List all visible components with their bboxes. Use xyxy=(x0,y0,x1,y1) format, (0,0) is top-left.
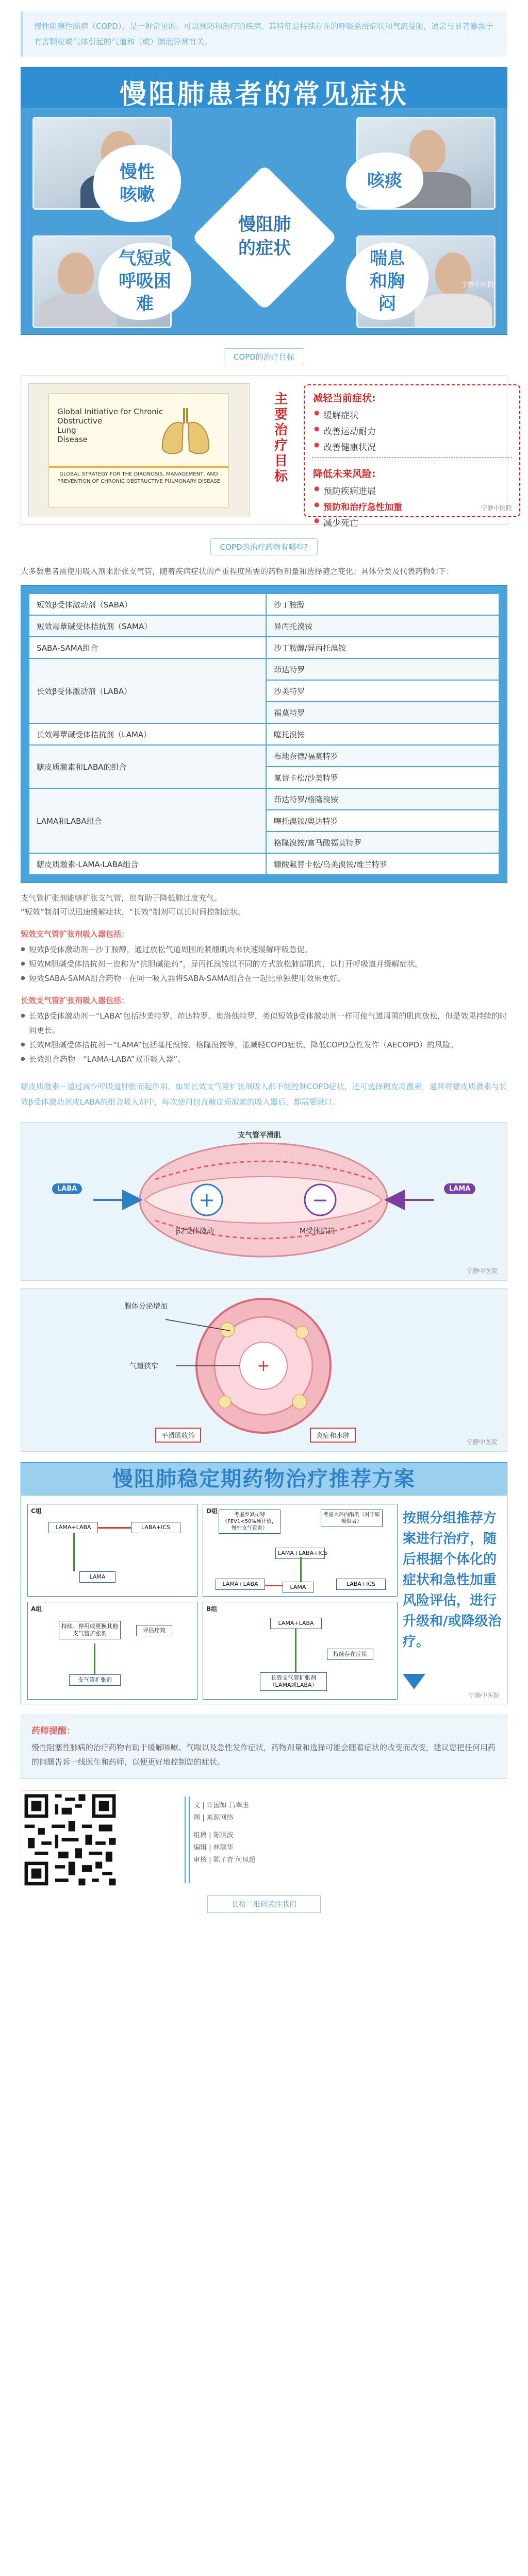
drug-class-cell: 糖皮质激素-LAMA-LABA组合 xyxy=(29,853,266,875)
flow-node: 考虑大环内酯类（对于原吸烟者） xyxy=(321,1510,383,1527)
beta2-label: β2受体激动 xyxy=(176,1227,214,1235)
group-a-quadrant: A组 持续、停用或更换其他支气管扩张剂 评估疗效 支气管扩张剂 xyxy=(27,1602,197,1700)
drug-name-cell: 沙美特罗 xyxy=(266,680,499,702)
gold-vertical-label: 主要治疗目标 xyxy=(274,392,288,484)
steroid-note: 糖皮质激素－通过减少呼吸道肿胀而起作用。如果长效支气管扩张剂吸入都不能控制COPD症状，还可选择糖皮质激素，通常将糖皮质激素与长效β受体激动剂或LABA的组合吸入剂中，每次使用包含糖皮质激素的吸入器后，都需要漱口。 xyxy=(21,1082,507,1107)
airway-cross-section xyxy=(21,1289,507,1452)
table-row xyxy=(29,637,499,658)
gold-panel xyxy=(21,376,512,529)
short-acting-head: 短效支气管扩张剂吸入器包括： xyxy=(21,929,129,939)
drug-name-cell: 福莫特罗 xyxy=(266,702,499,723)
gland-secretion-label: 腺体分泌增加 xyxy=(124,1302,168,1311)
svg-text:+: + xyxy=(257,1357,270,1375)
drug-lead: 大多数患者需使用吸入剂来舒张支气管，随着疾病症状的严重程度所需的药物剂量和选择随之变化；具体分类及代表药物如下： xyxy=(21,567,454,576)
group-d-quadrant: D组 考虑罗氟司特（FEV1<50%预计值，慢性支气管炎） 考虑大环内酯类（对于原吸烟者） LAMA+LABA+ICS LAMA+LABA LABA+ICS LAMA xyxy=(203,1504,398,1597)
gold-report-cover: Global Initiative for Chronic Obstructive Lung Disease GLOBAL STRATEGY FOR THE DIAGNOSIS, MANAGEMENT, AND PREVENTION OF CHRONIC OBSTRUCTIVE PULMONARY DISEASE xyxy=(48,393,229,507)
drug-name-cell: 噻托溴铵 xyxy=(266,723,499,745)
diag2-watermark: 宁静中医院 xyxy=(466,1438,498,1446)
drug-class-cell: SABA-SAMA组合 xyxy=(29,637,266,658)
list-item: ● 短效M胆碱受体拮抗剂－也称为“抗胆碱能药”，异丙托溴铵以不同的方式放松肺部肌肉，以打开呼吸道并缓解症状。 xyxy=(21,957,507,971)
flow-node: LABA+ICS xyxy=(131,1522,180,1533)
bronchodilator-diagram xyxy=(21,1122,507,1281)
drug-class-cell: 糖皮质激素和LABA的组合 xyxy=(29,745,266,788)
drug-class-cell: 长效β受体激动剂（LABA） xyxy=(29,658,266,723)
drug-name-cell: 沙丁胺醇/异丙托溴铵 xyxy=(266,637,499,658)
drug-class-cell: 短效毒蕈碱受体拮抗剂（SAMA） xyxy=(29,615,266,637)
flow-node: 支气管扩张剂 xyxy=(69,1674,121,1686)
flow-node: 长效支气管扩张剂（LAMA或LABA） xyxy=(260,1672,327,1691)
flow-node: LAMA+LABA xyxy=(48,1522,98,1533)
intro-paragraph: 慢性阻塞性肺病（COPD），是一种常见的、可以预防和治疗的疾病，其特征是持续存在的呼吸系统症状和气流受限，通常与显著暴露于有害颗粒或气体引起的气道和（或）肺泡异常有关。 xyxy=(21,11,507,57)
goal-item: ● 改善健康状况 xyxy=(305,438,519,454)
list-item: ● 短效SABA-SAMA组合药物－在同一吸入器将SABA-SAMA组合在一起比单独使用效果更好。 xyxy=(21,971,507,986)
svg-text:−: − xyxy=(312,1189,328,1211)
flow-node: 评估疗效 xyxy=(136,1625,172,1636)
flow-node: LAMA+LABA xyxy=(270,1618,322,1629)
goal-item: ● 预防和治疗急性加重 xyxy=(305,498,519,514)
drug-class-cell: 短效β受体激动剂（SABA） xyxy=(29,594,266,615)
qr-code[interactable] xyxy=(21,1790,119,1888)
smooth-muscle-label: 支气管平滑肌 xyxy=(238,1131,281,1140)
smooth-muscle-illustration xyxy=(21,1123,507,1281)
drug-notes: 支气管扩张剂能够扩张支气管，也有助于降低肺过度充气。 “短效”制剂可以迅速缓解症状，“长效”制剂可以长时间控制症状。 xyxy=(21,893,246,917)
drug-name-cell: 氟替卡松/沙美特罗 xyxy=(266,767,499,788)
drug-name-cell: 沙丁胺醇 xyxy=(266,594,499,615)
smooth-muscle-contraction-box: 平滑肌收缩 xyxy=(155,1428,201,1443)
table-row xyxy=(29,658,499,680)
drug-name-cell: 格隆溴铵/富马酸福莫特罗 xyxy=(266,832,499,853)
poster-center xyxy=(182,155,347,320)
tips-head: 药师提醒： xyxy=(31,1726,75,1736)
list-item: ● 长效β受体激动剂－“LABA”包括沙美特罗、茚达特罗、奥洛他特罗，类似短效β受体激动剂一样可使气道周围的肌肉放松，但是效果持续的时间更长。 xyxy=(21,1009,507,1038)
list-item: ● 短效β受体激动剂－沙丁胺醇，通过放松气道周围的紧绷肌肉来快速缓解呼吸急促。 xyxy=(21,942,507,957)
goal-item: ● 改善运动耐力 xyxy=(305,422,519,438)
lungs-icon xyxy=(157,403,214,460)
symptom-dyspnea: 气短或呼吸困难 xyxy=(98,243,191,320)
qr-code-icon xyxy=(21,1791,119,1889)
table-row xyxy=(29,745,499,767)
flow-node: LAMA+LABA xyxy=(216,1579,265,1590)
long-acting-head: 长效支气管扩张剂吸入器包括： xyxy=(21,996,129,1005)
qr-follow-tag: 长按二维码关注我们 xyxy=(207,1895,321,1913)
drug-name-cell: 糠酸氟替卡松/乌美溴铵/维兰特罗 xyxy=(266,853,499,875)
diag1-watermark: 宁静中医院 xyxy=(466,1267,498,1275)
treatment-side-note: 按照分组推荐方案进行治疗，随后根据个体化的症状和急性加重风险评估，进行升级和/或降级治疗。 xyxy=(403,1511,502,1650)
flow-node: 持续存在症状 xyxy=(327,1649,373,1660)
chevron-down-icon xyxy=(403,1674,425,1689)
airway-diagram xyxy=(21,1288,507,1452)
symptom-sputum: 咳痰 xyxy=(346,152,423,209)
short-acting-list xyxy=(21,942,507,986)
table-row xyxy=(29,615,499,637)
poster-watermark: 宁静中医院 xyxy=(460,281,494,289)
poster-title: 慢阻肺患者的常见症状 xyxy=(119,79,408,110)
m-receptor-label: M受体拮抗 xyxy=(300,1227,335,1235)
gold-watermark: 宁静中医院 xyxy=(481,504,512,512)
table-row xyxy=(29,853,499,875)
flow-node: LAMA xyxy=(283,1582,314,1593)
airway-narrow-label: 气道狭窄 xyxy=(129,1362,158,1370)
symptom-wheeze-chest-tightness: 喘息和胸闷 xyxy=(346,243,428,320)
laba-tag: LABA xyxy=(52,1183,82,1194)
list-item: ● 长效组合药物－“LAMA-LABA”双重吸入器”。 xyxy=(21,1052,507,1066)
drug-name-cell: 茚达特罗 xyxy=(266,658,499,680)
goal-item: ● 预防疾病进展 xyxy=(305,482,519,498)
drug-table-box xyxy=(21,585,507,883)
goal-future-head: 降低未来风险: xyxy=(313,468,376,480)
drug-class-cell: 长效毒蕈碱受体拮抗剂（LAMA） xyxy=(29,723,266,745)
drug-table xyxy=(28,593,500,875)
group-b-quadrant: B组 LAMA+LABA 持续存在症状 长效支气管扩张剂（LAMA或LABA） xyxy=(203,1602,398,1700)
drug-name-cell: 茚达特罗/格隆溴铵 xyxy=(266,788,499,810)
credits: 文 | 许国如 吕翠玉 图 | 来源网络 组稿 | 陈洪波 编辑 | 林敏华 审核 | 陈子青 何凤超 xyxy=(193,1802,256,1864)
long-acting-list xyxy=(21,1009,507,1066)
flow-node: 考虑罗氟司特（FEV1<50%预计值，慢性支气管炎） xyxy=(219,1510,280,1534)
goal-list-box xyxy=(304,384,520,529)
treat-watermark: 宁静中医院 xyxy=(468,1692,500,1699)
group-c-quadrant: C组 LAMA+LABA LABA+ICS LAMA xyxy=(27,1504,197,1597)
drug-name-cell: 布地奈德/福莫特罗 xyxy=(266,745,499,767)
tips-body: 慢性阻塞性肺病的治疗药物有助于缓解咳嗽、气喘以及急性发作症状，药物剂量和选择可能会随着症状的改变而改变，建议您把任何用药的问题告诉一线医生和药师，以便更好地控制您的症状。 xyxy=(31,1743,496,1767)
drug-name-cell: 噻托溴铵/奥达特罗 xyxy=(266,810,499,832)
svg-text:+: + xyxy=(199,1189,215,1211)
treatment-poster xyxy=(21,1462,507,1704)
drug-class-cell: LAMA和LABA组合 xyxy=(29,788,266,853)
flow-node: LAMA+LABA+ICS xyxy=(275,1548,325,1559)
list-item: ● 长效M胆碱受体拮抗剂－“LAMA”包括噻托溴铵、格隆溴铵等，能减轻COPD症状、降低COPD急性发作（AECOPD）的风险。 xyxy=(21,1038,507,1052)
goal-current-head: 减轻当前症状: xyxy=(313,393,376,404)
goal-item: ● 缓解症状 xyxy=(305,406,519,422)
flow-node: LABA+ICS xyxy=(336,1579,386,1590)
table-row xyxy=(29,723,499,745)
drug-name-cell: 异丙托溴铵 xyxy=(266,615,499,637)
lama-tag: LAMA xyxy=(444,1183,475,1194)
table-row xyxy=(29,788,499,810)
symptom-chronic-cough: 慢性咳嗽 xyxy=(93,145,181,222)
poster-center-text: 慢阻肺的症状 xyxy=(238,214,291,259)
table-row xyxy=(29,594,499,615)
pharmacist-tips xyxy=(21,1715,507,1779)
treatment-title: 慢阻肺稳定期药物治疗推荐方案 xyxy=(21,1463,507,1496)
goal-item: ● 减少死亡 xyxy=(305,514,519,530)
flow-node: LAMA xyxy=(79,1571,116,1583)
article-page xyxy=(0,11,528,1922)
article-footer xyxy=(21,1790,507,1888)
inflammation-edema-box: 炎症和水肿 xyxy=(310,1428,356,1443)
section-title-goal: COPD的治疗目标 xyxy=(224,348,304,365)
section-title-drugs: COPD的治疗药物有哪些? xyxy=(210,538,318,555)
flow-node: 持续、停用或更换其他支气管扩张剂 xyxy=(59,1621,121,1639)
symptoms-poster xyxy=(21,67,507,335)
